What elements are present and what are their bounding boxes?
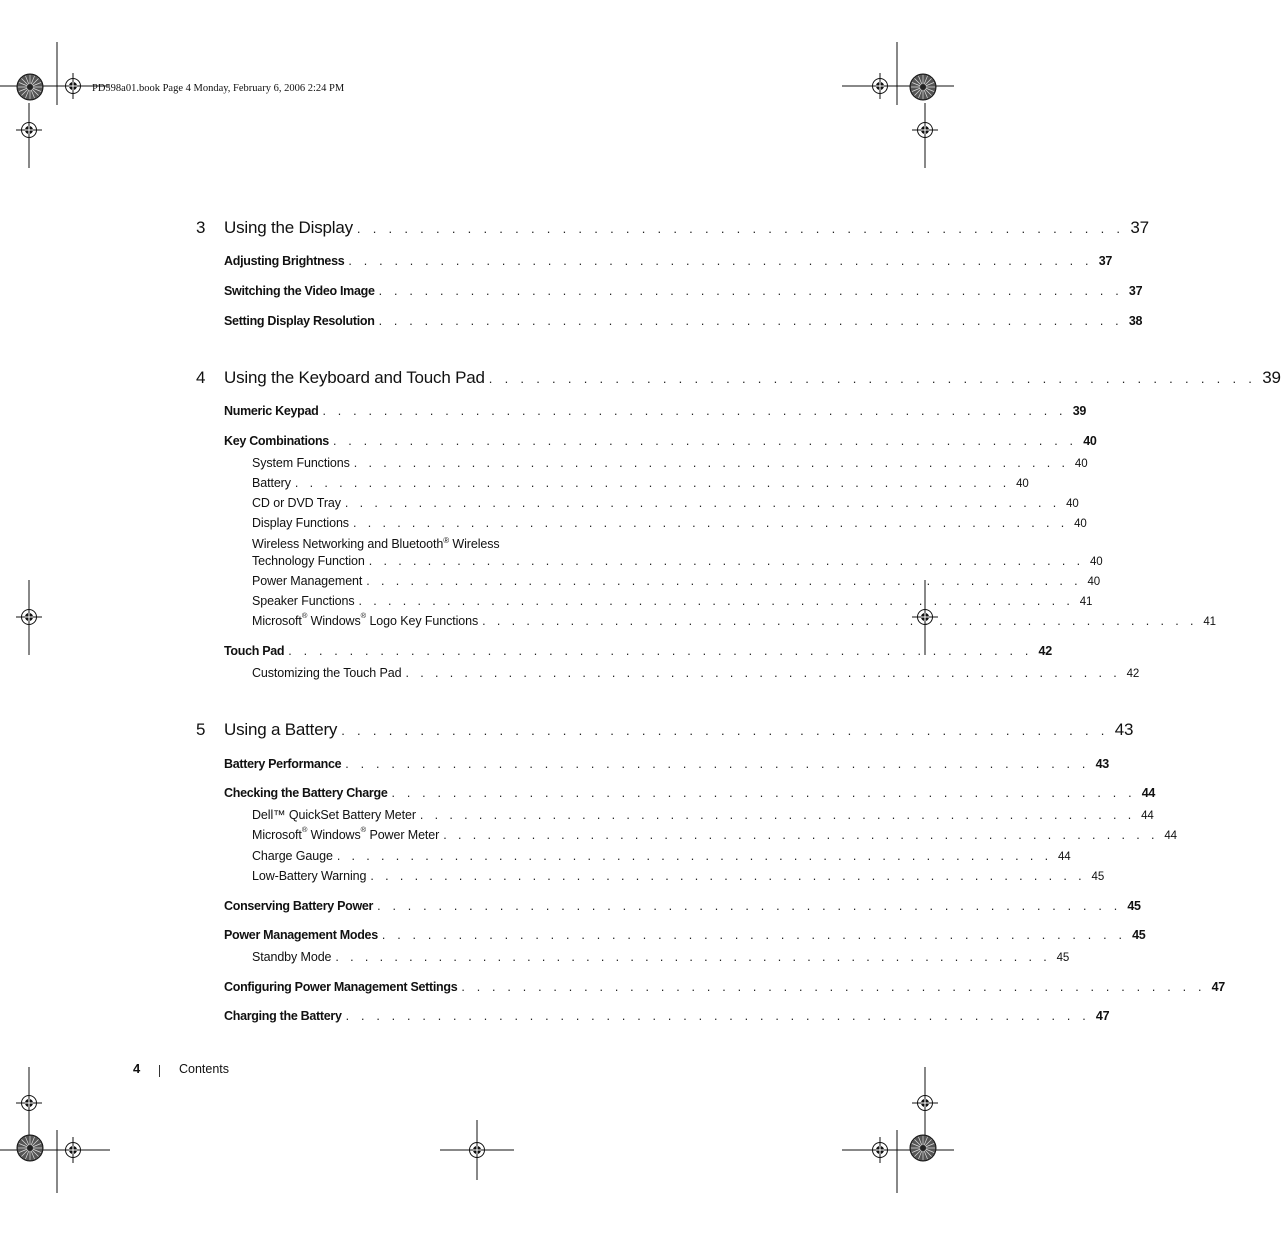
toc-section[interactable] — [224, 314, 1143, 328]
toc-subsection[interactable] — [252, 496, 1079, 510]
section-label: Numeric Keypad — [224, 404, 319, 418]
dot-leader: . . . . . . . . . . . . . . . . . . . . . . . . . . . . . . . . . . . . . . . . . . . . . . . . . — [294, 476, 1011, 490]
page-number: 47 — [1095, 1009, 1110, 1023]
dot-leader: . . . . . . . . . . . . . . . . . . . . . . . . . . . . . . . . . . . . . . . . . . . . . . . . . — [352, 516, 1069, 530]
footer-divider — [159, 1065, 160, 1077]
subsection-label — [252, 610, 479, 628]
toc-subsection[interactable] — [252, 476, 1029, 490]
subsection-label: Dell™ QuickSet Battery Meter — [252, 808, 416, 822]
label-part-windows: Windows — [307, 828, 361, 842]
dot-leader: . . . . . . . . . . . . . . . . . . . . . . . . . . . . . . . . . . . . . . . . . . . . . . . . . — [370, 869, 1086, 883]
toc-subsection[interactable] — [252, 849, 1071, 863]
page-number: 47 — [1211, 980, 1225, 994]
dot-leader: . . . . . . . . . . . . . . . . . . . . . . . . . . . . . . . . . . . . . . . . . . . . . . . . . — [391, 786, 1136, 800]
toc-subsection[interactable] — [252, 824, 1177, 842]
registered-mark: ® — [443, 536, 450, 545]
toc-subsection[interactable] — [252, 456, 1088, 470]
toc-section[interactable] — [224, 254, 1112, 268]
page-number: 41 — [1079, 596, 1093, 608]
dot-leader: . . . . . . . . . . . . . . . . . . . . . . . . . . . . . . . . . . . . . . . . . . . . . . . . . — [378, 314, 1123, 328]
page-number: 45 — [1056, 952, 1070, 964]
toc-subsection[interactable] — [252, 666, 1140, 680]
dot-leader: . . . . . . . . . . . . . . . . . . . . . . . . . . . . . . . . . . . . . . . . . . . . . . . . . — [288, 644, 1033, 658]
label-part-rest: Logo Key Functions — [366, 614, 479, 628]
subsection-label: System Functions — [252, 456, 350, 470]
registered-mark: ® — [301, 610, 308, 620]
dot-leader: . . . . . . . . . . . . . . . . . . . . . . . . . . . . . . . . . . . . . . . . . . . . . . . . . — [344, 496, 1061, 510]
dot-leader: . . . . . . . . . . . . . . . . . . . . . . . . . . . . . . . . . . . . . . . . . . . . . . . . . — [461, 980, 1206, 994]
toc-subsection[interactable] — [252, 610, 1216, 628]
section-label: Switching the Video Image — [224, 284, 375, 298]
dot-leader: . . . . . . . . . . . . . . . . . . . . . . . . . . . . . . . . . . . . . . . . . . . . . . . . . — [353, 456, 1069, 470]
toc-chapter-3[interactable] — [196, 218, 1149, 238]
dot-leader: . . . . . . . . . . . . . . . . . . . . . . . . . . . . . . . . . . . . . . . . . . . . . . . . . — [356, 221, 1125, 236]
page-number: 40 — [1016, 478, 1029, 490]
page-number: 44 — [1164, 830, 1177, 842]
section-label: Checking the Battery Charge — [224, 786, 388, 800]
dot-leader: . . . . . . . . . . . . . . . . . . . . . . . . . . . . . . . . . . . . . . . . . . . . . . . . . — [358, 594, 1074, 608]
toc-section[interactable] — [224, 980, 1225, 994]
section-label: Adjusting Brightness — [224, 254, 345, 268]
section-label: Configuring Power Management Settings — [224, 980, 458, 994]
chapter-number: 4 — [196, 368, 206, 387]
toc-section[interactable] — [224, 434, 1097, 448]
dot-leader: . . . . . . . . . . . . . . . . . . . . . . . . . . . . . . . . . . . . . . . . . . . . . . . . . — [332, 434, 1078, 448]
dot-leader: . . . . . . . . . . . . . . . . . . . . . . . . . . . . . . . . . . . . . . . . . . . . . . . . . — [405, 666, 1121, 680]
subsection-label — [252, 824, 440, 842]
page-number: 45 — [1132, 928, 1146, 942]
toc-subsection[interactable] — [252, 950, 1070, 964]
page-number: 44 — [1141, 810, 1154, 822]
dot-leader: . . . . . . . . . . . . . . . . . . . . . . . . . . . . . . . . . . . . . . . . . . . . . . . . . — [482, 614, 1198, 628]
dot-leader: . . . . . . . . . . . . . . . . . . . . . . . . . . . . . . . . . . . . . . . . . . . . . . . . . — [345, 1009, 1090, 1023]
page-number: 37 — [1128, 284, 1143, 298]
dot-leader: . . . . . . . . . . . . . . . . . . . . . . . . . . . . . . . . . . . . . . . . . . . . . . . . . — [348, 254, 1093, 268]
toc-subsection[interactable] — [252, 554, 1103, 568]
toc-section[interactable] — [224, 899, 1141, 913]
section-label: Power Management Modes — [224, 928, 378, 942]
subsection-label: Speaker Functions — [252, 594, 355, 608]
section-label: Charging the Battery — [224, 1009, 342, 1023]
section-label: Touch Pad — [224, 644, 285, 658]
subsection-label: Charge Gauge — [252, 849, 333, 863]
page-number: 40 — [1089, 556, 1103, 568]
page-number: 41 — [1203, 616, 1216, 628]
registered-mark: ® — [360, 824, 367, 834]
toc-section[interactable] — [224, 786, 1156, 800]
page-number: 45 — [1127, 899, 1141, 913]
toc-section[interactable] — [224, 404, 1087, 418]
toc-section[interactable] — [224, 1009, 1110, 1023]
subsection-label: Customizing the Touch Pad — [252, 666, 402, 680]
dot-leader: . . . . . . . . . . . . . . . . . . . . . . . . . . . . . . . . . . . . . . . . . . . . . . . . . — [381, 928, 1127, 942]
label-part-microsoft: Microsoft — [252, 828, 302, 842]
registered-mark: ® — [360, 610, 367, 620]
page-number: 42 — [1126, 668, 1140, 680]
footer-section-label: Contents — [179, 1062, 230, 1076]
page-number: 43 — [1095, 757, 1109, 771]
subsection-label: Low-Battery Warning — [252, 869, 367, 883]
registered-mark: ® — [301, 824, 308, 834]
page-number: 40 — [1074, 518, 1087, 530]
toc-section[interactable] — [224, 757, 1109, 771]
subsection-label-line1-tail: Wireless — [449, 537, 500, 552]
subsection-label: Technology Function — [252, 554, 365, 568]
page-number: 43 — [1114, 720, 1134, 739]
toc-subsection[interactable] — [252, 594, 1093, 608]
page-number: 38 — [1128, 314, 1143, 328]
dot-leader: . . . . . . . . . . . . . . . . . . . . . . . . . . . . . . . . . . . . . . . . . . . . . . . . . — [335, 950, 1051, 964]
toc-section[interactable] — [224, 928, 1146, 942]
page-number: 40 — [1074, 458, 1088, 470]
subsection-label: Power Management — [252, 574, 363, 588]
page-number: 39 — [1262, 368, 1281, 387]
page-number: 37 — [1098, 254, 1112, 268]
dot-leader: . . . . . . . . . . . . . . . . . . . . . . . . . . . . . . . . . . . . . . . . . . . . . . . . . — [336, 849, 1052, 863]
dot-leader: . . . . . . . . . . . . . . . . . . . . . . . . . . . . . . . . . . . . . . . . . . . . . . . . . — [345, 757, 1090, 771]
footer-page-number: 4 — [133, 1061, 141, 1076]
page-number: 39 — [1072, 404, 1087, 418]
toc-chapter-4[interactable] — [196, 368, 1281, 388]
toc-section[interactable] — [224, 284, 1143, 298]
toc-subsection-wrapped-line — [252, 536, 685, 551]
toc-subsection[interactable] — [252, 574, 1101, 588]
subsection-label: Standby Mode — [252, 950, 332, 964]
toc-chapter-5[interactable] — [196, 720, 1134, 740]
dot-leader: . . . . . . . . . . . . . . . . . . . . . . . . . . . . . . . . . . . . . . . . . . . . . . . . . — [366, 574, 1082, 588]
dot-leader: . . . . . . . . . . . . . . . . . . . . . . . . . . . . . . . . . . . . . . . . . . . . . . . . . — [368, 554, 1084, 568]
dot-leader: . . . . . . . . . . . . . . . . . . . . . . . . . . . . . . . . . . . . . . . . . . . . . . . . . — [341, 723, 1109, 738]
toc-subsection[interactable] — [252, 869, 1105, 883]
subsection-label: CD or DVD Tray — [252, 496, 341, 510]
chapter-title: Using the Keyboard and Touch Pad — [224, 368, 485, 387]
dot-leader: . . . . . . . . . . . . . . . . . . . . . . . . . . . . . . . . . . . . . . . . . . . . . . . . . — [419, 808, 1136, 822]
page-number: 45 — [1091, 871, 1105, 883]
subsection-label: Battery — [252, 476, 291, 490]
section-label: Conserving Battery Power — [224, 899, 374, 913]
page-number: 40 — [1066, 498, 1079, 510]
section-label: Setting Display Resolution — [224, 314, 375, 328]
toc-subsection[interactable] — [252, 516, 1087, 530]
subsection-label-line1: Wireless Networking and Bluetooth — [252, 537, 444, 552]
page-number: 37 — [1130, 218, 1149, 237]
toc-subsection[interactable] — [252, 808, 1154, 822]
subsection-label: Display Functions — [252, 516, 349, 530]
chapter-number: 3 — [196, 218, 206, 237]
dot-leader: . . . . . . . . . . . . . . . . . . . . . . . . . . . . . . . . . . . . . . . . . . . . . . . . . — [322, 404, 1067, 418]
section-label: Key Combinations — [224, 434, 329, 448]
label-part-rest: Power Meter — [366, 828, 440, 842]
dot-leader: . . . . . . . . . . . . . . . . . . . . . . . . . . . . . . . . . . . . . . . . . . . . . . . . . — [443, 828, 1159, 842]
page-number: 44 — [1057, 851, 1071, 863]
chapter-title: Using the Display — [224, 218, 353, 237]
page-number: 42 — [1038, 644, 1052, 658]
dot-leader: . . . . . . . . . . . . . . . . . . . . . . . . . . . . . . . . . . . . . . . . . . . . . . . . . — [378, 284, 1123, 298]
toc-section[interactable] — [224, 644, 1052, 658]
chapter-number: 5 — [196, 720, 206, 739]
label-part-windows: Windows — [307, 614, 361, 628]
page-number: 40 — [1087, 576, 1101, 588]
section-label: Battery Performance — [224, 757, 342, 771]
page-number: 40 — [1083, 434, 1097, 448]
chapter-title: Using a Battery — [224, 720, 338, 739]
page-number: 44 — [1141, 786, 1156, 800]
print-slug: PD598a01.book Page 4 Monday, February 6, 2006 2:24 PM — [92, 83, 345, 94]
dot-leader: . . . . . . . . . . . . . . . . . . . . . . . . . . . . . . . . . . . . . . . . . . . . . . . . . — [488, 371, 1257, 386]
dot-leader: . . . . . . . . . . . . . . . . . . . . . . . . . . . . . . . . . . . . . . . . . . . . . . . . . — [377, 899, 1122, 913]
label-part-microsoft: Microsoft — [252, 614, 302, 628]
